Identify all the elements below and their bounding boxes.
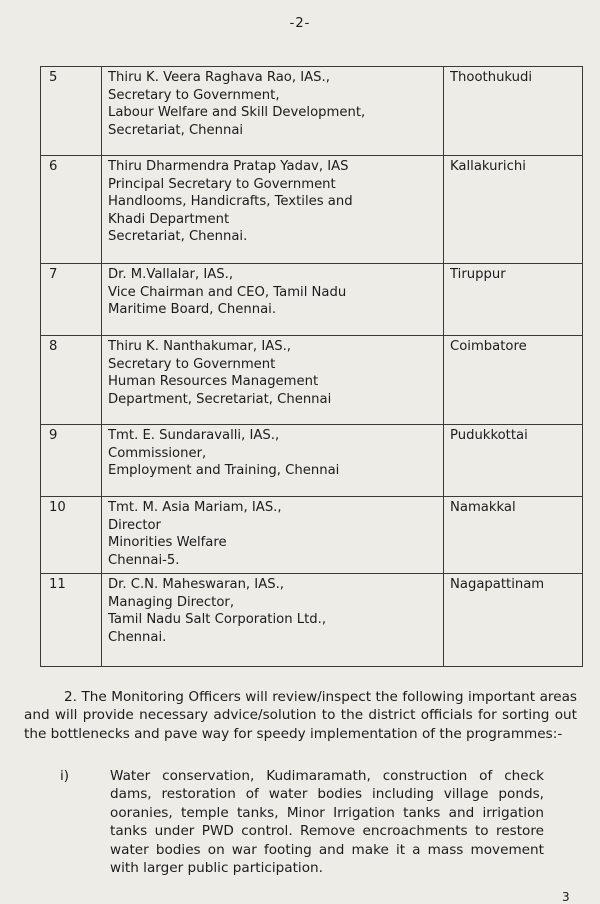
table-row — [41, 264, 583, 336]
officer-detail-line: Secretary to Government, — [108, 87, 280, 103]
serial-number-cell: 9 — [41, 425, 102, 497]
officer-detail-line: Tamil Nadu Salt Corporation Ltd., — [108, 612, 327, 627]
officer-detail-line: Director — [108, 517, 161, 533]
officer-detail-line: Dr. M.Vallalar, IAS., — [108, 267, 234, 282]
page-number: -2- — [289, 16, 311, 31]
officer-detail-line: Secretariat, Chennai — [108, 122, 244, 138]
officer-details-cell — [102, 264, 444, 336]
officer-details-cell — [102, 67, 444, 156]
officer-detail-line: Employment and Training, Chennai — [108, 463, 340, 478]
officer-details-cell — [102, 574, 444, 667]
table-row — [41, 425, 583, 497]
district-cell: Coimbatore — [444, 336, 583, 425]
monitoring-officers-table — [40, 66, 583, 667]
table-row — [41, 156, 583, 264]
officer-detail-line: Tmt. E. Sundaravalli, IAS., — [108, 428, 280, 443]
officer-detail-line: Thiru K. Veera Raghava Rao, IAS., — [108, 70, 330, 85]
paragraph-2 — [24, 688, 577, 743]
officer-detail-line: Chennai. — [108, 629, 167, 645]
officer-detail-line: Minorities Welfare — [108, 535, 227, 550]
serial-number-cell: 5 — [41, 67, 102, 156]
continuation-page-mark: 3 — [562, 890, 570, 904]
officer-detail-line: Vice Chairman and CEO, Tamil Nadu — [108, 284, 347, 300]
district-cell: Thoothukudi — [444, 67, 583, 156]
officer-detail-line: Tmt. M. Asia Mariam, IAS., — [108, 500, 282, 515]
serial-number-cell: 11 — [41, 574, 102, 667]
officer-detail-line: Secretariat, Chennai. — [108, 229, 248, 244]
officer-details-cell — [102, 336, 444, 425]
officer-detail-line: Human Resources Management — [108, 374, 319, 389]
officer-details-cell — [102, 497, 444, 574]
district-cell: Tiruppur — [444, 264, 583, 336]
officer-detail-line: Dr. C.N. Maheswaran, IAS., — [108, 577, 284, 592]
paragraph-2-text: 2. The Monitoring Officers will review/inspect the following important areas and will provide necessary advice/solution to the district officials for sorting out the bottlenecks and pave way for speedy implementation of the programmes:- — [24, 689, 577, 742]
officer-detail-line: Principal Secretary to Government — [108, 176, 336, 192]
officer-detail-line: Thiru K. Nanthakumar, IAS., — [108, 339, 291, 354]
list-item-numeral: i) — [60, 768, 70, 784]
officer-details-cell — [102, 425, 444, 497]
officer-detail-line: Secretary to Government — [108, 356, 276, 372]
district-cell: Nagapattinam — [444, 574, 583, 667]
officer-detail-line: Chennai-5. — [108, 552, 180, 568]
officer-detail-line: Handlooms, Handicrafts, Textiles and — [108, 194, 353, 209]
serial-number-cell: 10 — [41, 497, 102, 574]
serial-number-cell: 6 — [41, 156, 102, 264]
list-item-text: Water conservation, Kudimaramath, construction of check dams, restoration of water bodies including village ponds, ooranies, temple tanks, Minor Irrigation tanks and irrigation tanks under PWD control. Remove encroachments to restore water bodies on war footing and make it a mass movement with larger public participation. — [110, 768, 544, 877]
serial-number-cell: 7 — [41, 264, 102, 336]
serial-number-cell: 8 — [41, 336, 102, 425]
table-row — [41, 574, 583, 667]
officer-detail-line: Labour Welfare and Skill Development, — [108, 105, 366, 120]
officer-detail-line: Department, Secretariat, Chennai — [108, 391, 332, 407]
officer-detail-line: Maritime Board, Chennai. — [108, 302, 277, 317]
table-row — [41, 67, 583, 156]
district-cell: Pudukkottai — [444, 425, 583, 497]
table-row — [41, 336, 583, 425]
district-cell: Namakkal — [444, 497, 583, 574]
officer-detail-line: Thiru Dharmendra Pratap Yadav, IAS — [108, 159, 349, 174]
table-row — [41, 497, 583, 574]
district-cell: Kallakurichi — [444, 156, 583, 264]
officer-detail-line: Khadi Department — [108, 211, 230, 227]
officer-detail-line: Managing Director, — [108, 594, 235, 610]
officer-details-cell — [102, 156, 444, 264]
officer-detail-line: Commissioner, — [108, 445, 207, 461]
